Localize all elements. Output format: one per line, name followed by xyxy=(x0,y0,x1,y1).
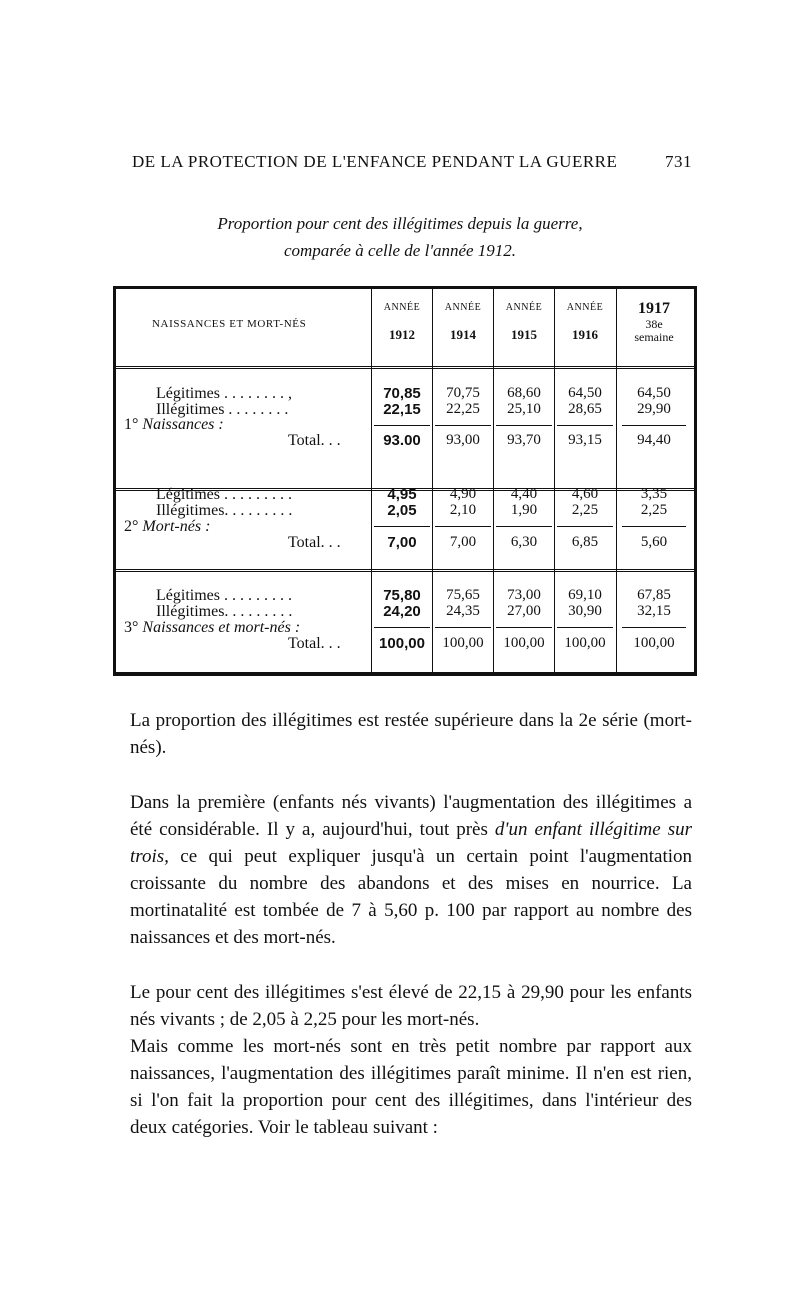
page-number: 731 xyxy=(665,152,692,171)
row-label-illegitimes: Illégitimes. . . . . . . . . xyxy=(156,603,293,620)
section-divider-2 xyxy=(113,569,697,572)
cell-value: 93,00 xyxy=(446,432,480,448)
cell-value: 22,15 xyxy=(383,401,421,418)
column-divider xyxy=(616,286,617,676)
section-title xyxy=(124,619,300,636)
sum-rule xyxy=(622,425,686,426)
sum-rule xyxy=(496,627,552,628)
sum-rule xyxy=(435,425,491,426)
section-name: Mort-nés : xyxy=(142,518,211,535)
paragraph xyxy=(130,789,692,951)
body-text xyxy=(130,707,692,1141)
annee-label: ANNÉE xyxy=(505,302,543,313)
cell-value: 73,00 xyxy=(507,587,541,603)
row-label-total: Total. . . xyxy=(288,534,341,551)
year-label: 1915 xyxy=(511,327,537,342)
row-label-legitimes: Légitimes . . . . . . . . , xyxy=(156,385,292,402)
paragraph: Le pour cent des illégitimes s'est élevé de 22,15 à 29,90 pour les enfants nés vivants ; de 2,05 à 2,25 pour les mort-nés. xyxy=(130,982,692,1030)
sum-rule xyxy=(557,526,613,527)
cell-value: 3,35 xyxy=(640,486,668,502)
cell-value: 24,20 xyxy=(383,603,421,620)
row-label-total: Total. . . xyxy=(288,635,341,652)
row-label-illegitimes: Illégitimes. . . . . . . . . xyxy=(156,502,293,519)
cell-value: 32,15 xyxy=(637,603,671,619)
cell-value: 93.00 xyxy=(383,432,421,449)
cell-value: 30,90 xyxy=(568,603,602,619)
sum-rule xyxy=(496,526,552,527)
cell-value: 64,50 xyxy=(637,385,671,401)
cell-value: 68,60 xyxy=(507,385,541,401)
row-label-total: Total. . . xyxy=(288,432,341,449)
cell-value: 4,90 xyxy=(449,486,477,502)
cell-value: 2,05 xyxy=(387,502,417,519)
cell-value: 7,00 xyxy=(449,534,477,550)
row-label-legitimes: Légitimes . . . . . . . . . xyxy=(156,486,292,503)
running-head-title: DE LA PROTECTION DE L'ENFANCE PENDANT LA GUERRE xyxy=(132,152,618,171)
statistics-table xyxy=(113,286,697,676)
cell-value: 70,75 xyxy=(446,385,480,401)
paragraph: La proportion des illégitimes est restée supérieure dans la 2e série (mort-nés). xyxy=(130,710,692,758)
row-label-illegitimes: Illégitimes . . . . . . . . xyxy=(156,401,289,418)
cell-value: 67,85 xyxy=(637,587,671,603)
annee-label: ANNÉE xyxy=(383,302,421,313)
column-header-1915 xyxy=(494,302,554,343)
column-header-1914 xyxy=(433,302,493,343)
column-header-1916 xyxy=(555,302,615,343)
paragraph-emphasis: d'un enfant illégitime sur trois, xyxy=(130,819,692,867)
cell-value: 100,00 xyxy=(503,635,545,651)
cell-value: 6,30 xyxy=(510,534,538,550)
cell-value: 7,00 xyxy=(387,534,417,551)
section-name: Naissances : xyxy=(142,416,224,433)
paragraph: Mais comme les mort-nés sont en très petit nombre par rapport aux naissances, l'augmentation des illégitimes paraît minime. Il n'en est rien, si l'on fait la proportion pour cent des illégitimes, dans l'intérieur des deux catégories. Voir le tableau suivant : xyxy=(130,1036,692,1138)
year-label: 1912 xyxy=(389,327,415,342)
section-number: 3° xyxy=(124,619,139,636)
section-number: 1° xyxy=(124,416,139,433)
sum-rule xyxy=(496,425,552,426)
year-label: 1917 xyxy=(638,300,670,317)
cell-value: 4,95 xyxy=(387,486,417,503)
cell-value: 93,15 xyxy=(568,432,602,448)
sum-rule xyxy=(622,526,686,527)
section-number: 2° xyxy=(124,518,139,535)
annee-label: ANNÉE xyxy=(444,302,482,313)
paragraph-text: Dans la première (enfants nés vivants) l'augmentation des illégitimes a été considérable. Il y a, aujourd'hui, tout près xyxy=(130,792,692,840)
cell-value: 100,00 xyxy=(379,635,425,652)
table-caption xyxy=(120,210,680,264)
sum-rule xyxy=(374,425,430,426)
row-label-legitimes: Légitimes . . . . . . . . . xyxy=(156,587,292,604)
cell-value: 2,25 xyxy=(571,502,599,518)
cell-value: 27,00 xyxy=(507,603,541,619)
cell-value: 75,80 xyxy=(383,587,421,604)
cell-value: 100,00 xyxy=(633,635,675,651)
sum-rule xyxy=(374,526,430,527)
header-label: NAISSANCES ET MORT-NÉS xyxy=(152,318,307,330)
cell-value: 24,35 xyxy=(446,603,480,619)
cell-value: 22,25 xyxy=(446,401,480,417)
cell-value: 2,25 xyxy=(640,502,668,518)
cell-value: 1,90 xyxy=(510,502,538,518)
cell-value: 69,10 xyxy=(568,587,602,603)
running-head xyxy=(132,152,692,172)
table-header-rule xyxy=(113,366,697,369)
section-title xyxy=(124,518,210,535)
paragraph-text: ce qui peut expliquer jusqu'à un certain point l'augmentation croissante du nombre des abandons et des mises en nourrice. La mortinatalité est tombée de 7 à 5,60 p. 100 par rapport au nombre des naissances et des mort-nés. xyxy=(130,846,692,948)
annee-label: ANNÉE xyxy=(566,302,604,313)
cell-value: 93,70 xyxy=(507,432,541,448)
year-label: 1916 xyxy=(572,327,598,342)
section-title xyxy=(124,416,224,433)
week-number: 38e xyxy=(645,317,663,331)
cell-value: 25,10 xyxy=(507,401,541,417)
cell-value: 70,85 xyxy=(383,385,421,402)
sum-rule xyxy=(557,425,613,426)
sum-rule xyxy=(622,627,686,628)
cell-value: 100,00 xyxy=(442,635,484,651)
sum-rule xyxy=(374,627,430,628)
section-name: Naissances et mort-nés : xyxy=(142,619,301,636)
cell-value: 75,65 xyxy=(446,587,480,603)
caption-line-2: comparée à celle de l'année 1912. xyxy=(283,241,517,260)
cell-value: 4,60 xyxy=(571,486,599,502)
cell-value: 94,40 xyxy=(637,432,671,448)
cell-value: 4,40 xyxy=(510,486,538,502)
cell-value: 28,65 xyxy=(568,401,602,417)
table-top-rule xyxy=(113,286,697,289)
sum-rule xyxy=(435,627,491,628)
cell-value: 2,10 xyxy=(449,502,477,518)
cell-value: 100,00 xyxy=(564,635,606,651)
cell-value: 6,85 xyxy=(571,534,599,550)
year-label: 1914 xyxy=(450,327,476,342)
sum-rule xyxy=(435,526,491,527)
cell-value: 5,60 xyxy=(640,534,668,550)
column-header-1917 xyxy=(620,300,688,344)
cell-value: 29,90 xyxy=(637,401,671,417)
week-label: semaine xyxy=(634,330,674,344)
column-header-1912 xyxy=(372,302,432,343)
cell-value: 64,50 xyxy=(568,385,602,401)
sum-rule xyxy=(557,627,613,628)
caption-line-1: Proportion pour cent des illégitimes depuis la guerre, xyxy=(217,214,583,233)
table-bottom-rule xyxy=(113,672,697,676)
